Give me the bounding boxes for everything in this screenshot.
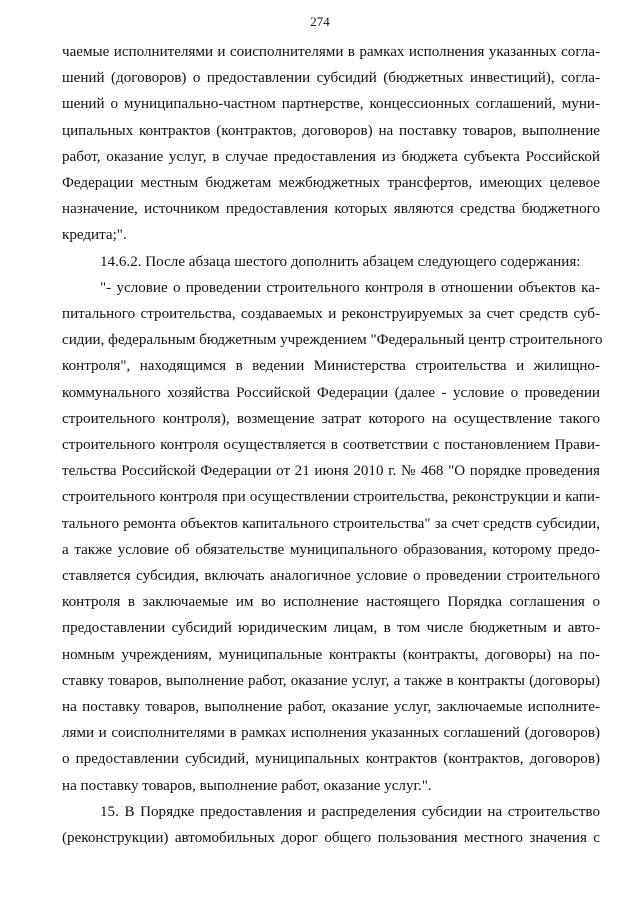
text-line: ципальных контрактов (контрактов, договоров) на поставку товаров, выполнение: [62, 122, 600, 139]
text-line: 15. В Порядке предоставления и распределения субсидии на строительство: [100, 803, 600, 820]
text-line: номным учреждениям, муниципальные контракты (контракты, договоры) на по-: [62, 646, 600, 663]
text-line: на поставку товаров, выполнение работ, оказание услуг.".: [62, 777, 432, 794]
text-line: строительного контроля при осуществлении строительства, реконструкции и капи-: [62, 489, 600, 506]
text-line: о предоставлении субсидий, муниципальных контрактов (контрактов, договоров): [62, 751, 600, 768]
text-line: шений о муниципально-частном партнерстве, концессионных соглашений, муни-: [62, 96, 600, 113]
text-line: контроля в заключаемые им во исполнение настоящего Порядка соглашения о: [62, 594, 600, 611]
text-line: ставляется субсидия, включать аналогичное условие о проведении строительного: [62, 568, 600, 584]
text-line: кредита;".: [62, 227, 127, 244]
text-line: на поставку товаров, выполнение работ, оказание услуг, заключаемые исполните-: [62, 699, 600, 715]
text-line: Федерации местным бюджетам межбюджетных трансфертов, имеющих целевое: [62, 175, 600, 191]
text-line: шений (договоров) о предоставлении субсидий (бюджетных инвестиций), согла-: [62, 70, 600, 87]
text-line: предоставлении субсидий юридическим лицам, в том числе бюджетным и авто-: [62, 620, 600, 637]
text-line: "- условие о проведении строительного контроля в отношении объектов ка-: [100, 279, 600, 296]
text-line: контроля", находящимся в ведении Министерства строительства и жилищно-: [62, 358, 600, 375]
page-number: 274: [310, 14, 330, 29]
text-line: 14.6.2. После абзаца шестого дополнить абзацем следующего содержания:: [100, 253, 581, 270]
text-line: коммунального хозяйства Российской Федерации (далее - условие о проведении: [62, 384, 600, 401]
text-line: (реконструкции) автомобильных дорог общего пользования местного значения с: [62, 830, 600, 846]
text-line: а также условие об обязательстве муниципального образования, которому предо-: [62, 541, 600, 558]
text-line: сидии, федеральным бюджетным учреждением "Федеральный центр строительного: [62, 332, 603, 349]
text-line: работ, оказание услуг, в случае предоставления из бюджета субъекта Российской: [62, 148, 600, 165]
text-line: назначение, источником предоставления которых являются средства бюджетного: [62, 201, 600, 218]
text-line: тального ремонта объектов капитального строительства" за счет средств субсидии,: [62, 515, 600, 532]
text-line: лями и соисполнителями в рамках исполнения указанных соглашений (договоров): [62, 725, 600, 742]
text-line: питального строительства, создаваемых и реконструируемых за счет средств суб-: [62, 306, 600, 322]
text-line: ставку товаров, выполнение работ, оказание услуг, а также в контракты (договоры): [62, 672, 600, 689]
text-line: строительного контроля), возмещение затрат которого на осуществление такого: [62, 410, 600, 427]
text-line: тельства Российской Федерации от 21 июня 2010 г. № 468 "О порядке проведения: [62, 463, 600, 480]
text-line: строительного контроля осуществляется в соответствии с постановлением Прави-: [62, 437, 600, 453]
text-line: чаемые исполнителями и соисполнителями в рамках исполнения указанных согла-: [62, 44, 600, 60]
